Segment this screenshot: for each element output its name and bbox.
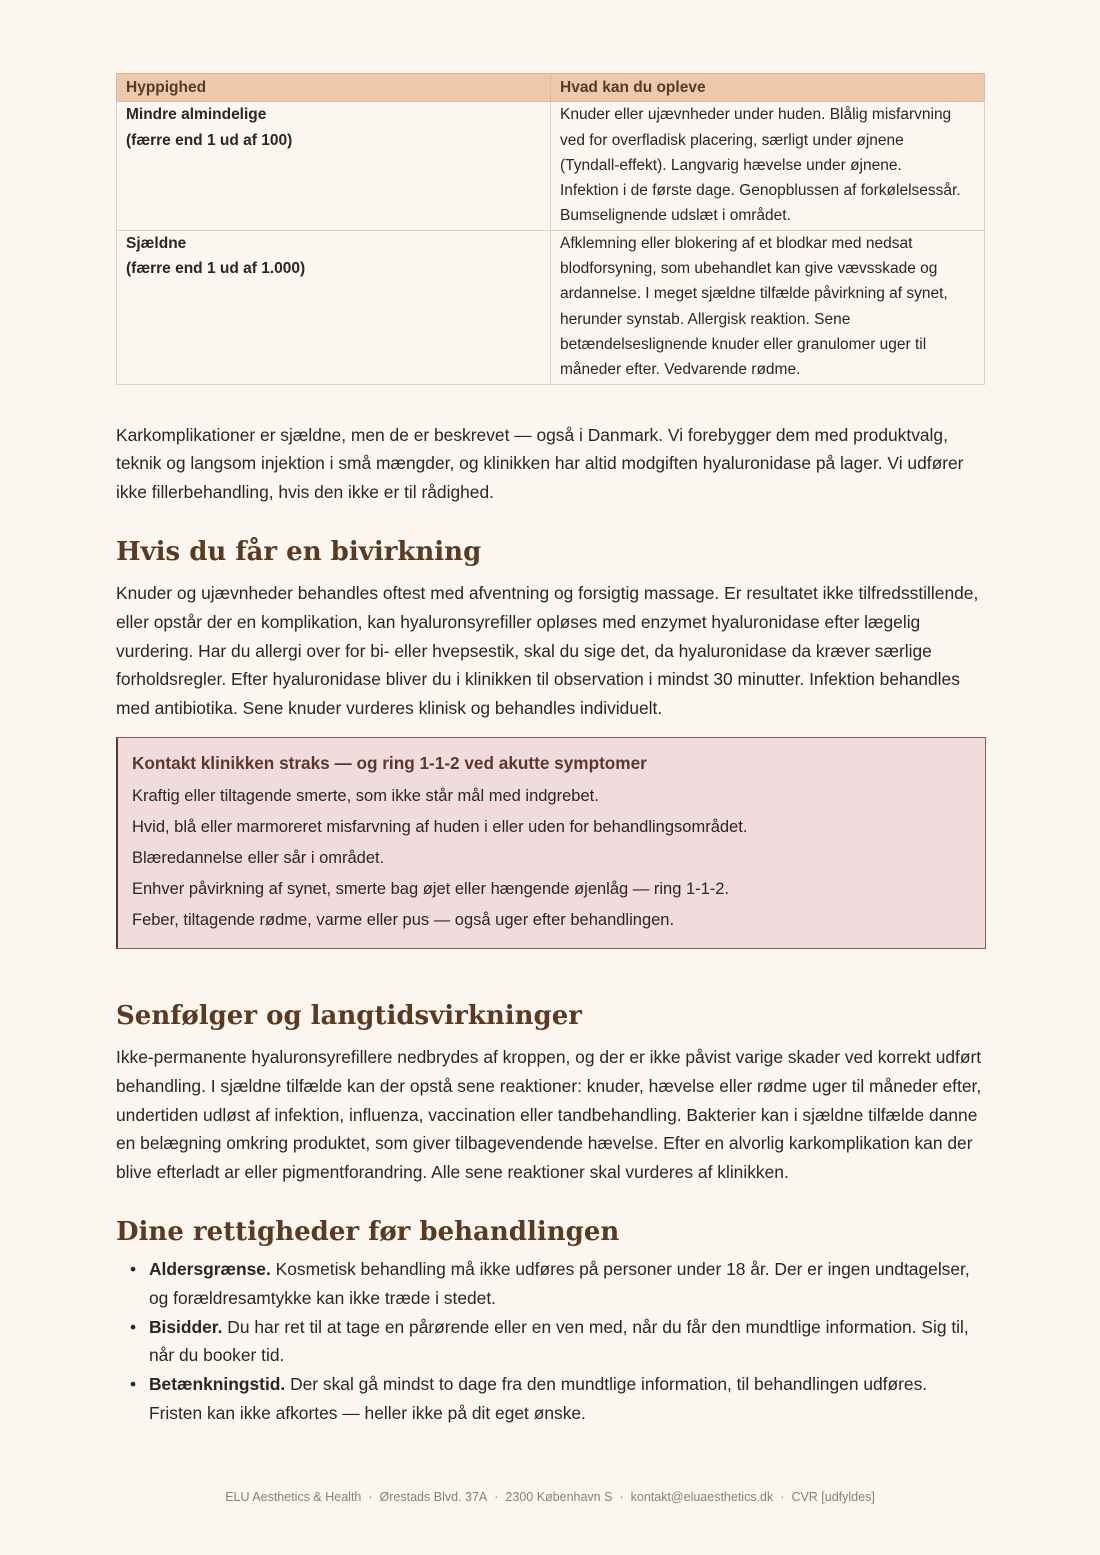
symptom-item: Enhver påvirkning af synet, smerte bag øjet eller hængende øjenlåg — ring 1-1-2.: [132, 879, 730, 898]
table-header-row: [117, 74, 985, 102]
frequency-cell: [117, 102, 551, 230]
bullet-icon: •: [130, 1374, 137, 1395]
description-line: ardannelse. I meget sjældne tilfælde påvirkning af synet,: [560, 285, 948, 303]
right-term: Bisidder.: [149, 1316, 223, 1337]
footer-email[interactable]: kontakt@eluaesthetics.dk: [630, 1490, 774, 1504]
frequency-rate: (færre end 1 ud af 100): [126, 131, 293, 149]
description-line: (Tyndall-effekt). Langvarig hævelse under øjnene.: [560, 156, 902, 174]
side-effect-paragraph: Knuder og ujævnheder behandles oftest med afventning og forsigtig massage. Er resultatet ikke tilfredsstillende, eller opstår der en komplikation, kan hyaluronsyrefiller opløses med enzymet hyaluronidase efter lægelig vurdering. Har du allergi over for bi- eller hvepsestik, skal du sige det, da hyaluronidase da kræver særlige forholdsregler. Efter hyaluronidase bliver du i klinikken til observation i mindst 30 minutter. Infektion behandles med antibiotika. Sene knuder vurderes klinisk og behandles individuelt.: [116, 582, 979, 719]
description-line: Bumselignende udslæt i området.: [560, 207, 791, 225]
footer-address: Ørestads Blvd. 37A: [379, 1490, 488, 1504]
description-line: betændelseslignende knuder eller granulomer uger til: [560, 335, 927, 353]
symptom-item: Hvid, blå eller marmoreret misfarvning af huden i eller uden for behandlingsområdet.: [132, 817, 748, 836]
footer-company: ELU Aesthetics & Health: [225, 1490, 362, 1504]
late-effects-heading: Senfølger og langtidsvirkninger: [116, 1000, 582, 1031]
urgent-symptoms-title: Kontakt klinikken straks — og ring 1-1-2 ved akutte symptomer: [132, 752, 647, 773]
bullet-icon: •: [130, 1258, 137, 1279]
description-line: Knuder eller ujævnheder under huden. Blålig misfarvning: [560, 106, 952, 124]
right-term: Aldersgrænse.: [149, 1258, 271, 1279]
list-item: [130, 1255, 984, 1313]
rights-heading: Dine rettigheder før behandlingen: [116, 1216, 620, 1247]
frequency-label: Sjældne: [126, 234, 187, 252]
vascular-complications-paragraph: Karkomplikationer er sjældne, men de er beskrevet — også i Danmark. Vi forebygger dem med produktvalg, teknik og langsom injektion i små mængder, og klinikken har altid modgiften hyaluronidase på lager. Vi udfører ikke fillerbehandling, hvis den ikke er til rådighed.: [116, 424, 964, 503]
side-effects-table: [116, 73, 985, 385]
frequency-label: Mindre almindelige: [126, 106, 267, 124]
footer-separator: ·: [368, 1490, 373, 1504]
symptom-item: Feber, tiltagende rødme, varme eller pus — også uger efter behandlingen.: [132, 910, 675, 929]
description-line: herunder synstab. Allergisk reaktion. Sene: [560, 310, 851, 328]
description-cell: [551, 102, 985, 230]
rights-list: [116, 1255, 984, 1428]
footer-separator: ·: [494, 1490, 499, 1504]
description-line: Infektion i de første dage. Genopblussen af forkølelsessår.: [560, 182, 961, 200]
description-line: ved for overfladisk placering, særligt under øjnene: [560, 131, 904, 149]
description-line: måneder efter. Vedvarende rødme.: [560, 361, 801, 379]
list-item: [130, 1313, 984, 1371]
footer-separator: ·: [619, 1490, 624, 1504]
page-footer: [0, 1490, 1100, 1504]
urgent-symptoms-box: [116, 737, 986, 949]
right-text: Du har ret til at tage en pårørende eller en ven med, når du får den mundtlige information. Sig til, når du booker tid.: [149, 1316, 969, 1366]
symptom-item: Blæredannelse eller sår i området.: [132, 848, 385, 867]
footer-city: 2300 København S: [505, 1490, 613, 1504]
description-line: Afklemning eller blokering af et blodkar med nedsat: [560, 234, 913, 252]
right-text: Der skal gå mindst to dage fra den mundtlige information, til behandlingen udføres. Fristen kan ikke afkortes — heller ikke på dit eget ønske.: [149, 1374, 928, 1423]
frequency-cell: [117, 230, 551, 384]
frequency-rate: (færre end 1 ud af 1.000): [126, 260, 306, 278]
table-row: [117, 102, 985, 230]
right-term: Betænkningstid.: [149, 1374, 286, 1395]
footer-separator: ·: [780, 1490, 785, 1504]
late-effects-paragraph: Ikke-permanente hyaluronsyrefillere nedbrydes af kroppen, og der er ikke påvist varige skader ved korrekt udført behandling. I sjældne tilfælde kan der opstå sene reaktioner: knuder, hævelse eller rødme uger til måneder efter, undertiden udløst af infektion, influenza, vaccination eller tandbehandling. Bakterier kan i sjældne tilfælde danne en belægning omkring produktet, som giver tilbagevendende hævelse. Efter en alvorlig karkomplikation kan der blive efterladt ar eller pigmentforandring. Alle sene reaktioner skal vurderes af klinikken.: [116, 1046, 982, 1183]
side-effect-heading: Hvis du får en bivirkning: [116, 536, 482, 567]
column-header-frequency: Hyppighed: [117, 74, 551, 102]
footer-cvr: CVR [udfyldes]: [791, 1490, 875, 1504]
symptom-item: Kraftig eller tiltagende smerte, som ikke står mål med indgrebet.: [132, 786, 599, 805]
description-line: blodforsyning, som ubehandlet kan give vævsskade og: [560, 260, 938, 278]
list-item: [130, 1370, 984, 1428]
right-text: Kosmetisk behandling må ikke udføres på personer under 18 år. Der er ingen undtagelser, og forældresamtykke kan ikke træde i stedet.: [149, 1258, 970, 1308]
bullet-icon: •: [130, 1316, 137, 1337]
table-row: [117, 230, 985, 384]
description-cell: [551, 230, 985, 384]
column-header-experience: Hvad kan du opleve: [551, 74, 985, 102]
